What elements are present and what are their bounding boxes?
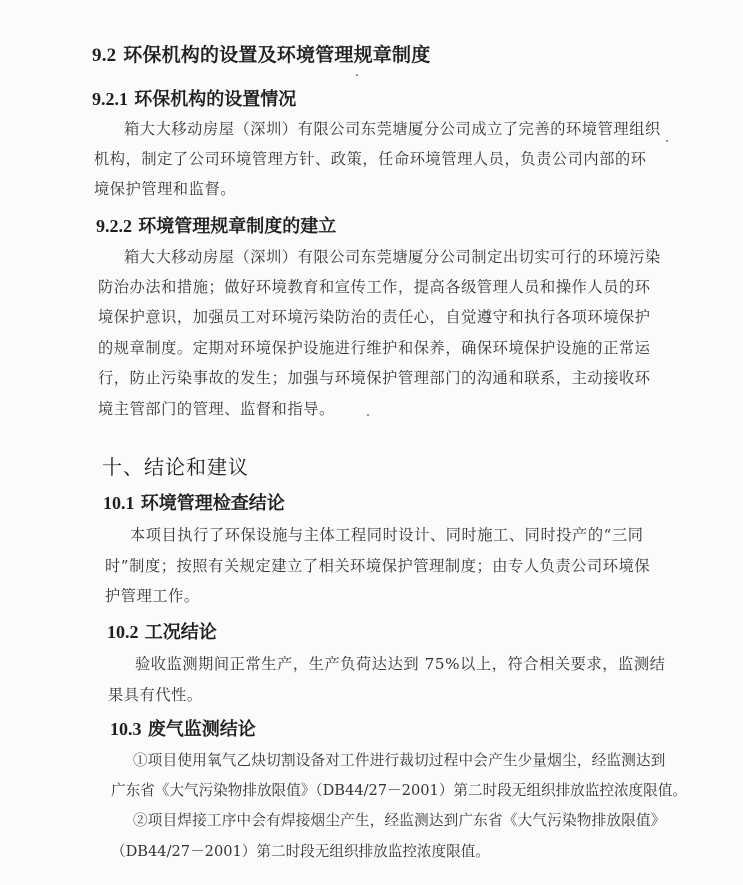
heading-text: 环保机构的设置及环境管理规章制度	[123, 44, 431, 66]
paragraph-line: ①项目使用氧气乙炔切割设备对工件进行裁切过程中会产生少量烟尘，经监测达到	[133, 752, 666, 769]
heading-number: 10.2	[107, 622, 139, 642]
heading-number: 9.2.1	[92, 89, 128, 109]
heading-number: 9.2.2	[96, 216, 132, 236]
paragraph-line: 境保护意识，加强员工对环境污染防治的责任心，自觉遵守和执行各项环境保护	[98, 308, 651, 326]
paragraph-line: 的规章制度。定期对环境保护设施进行维护和保养，确保环境保护设施的正常运	[98, 339, 651, 357]
section-heading-10-3	[110, 715, 256, 741]
paragraph-line: 箱大大移动房屋（深圳）有限公司东莞塘厦分公司成立了完善的环境管理组织	[124, 120, 661, 138]
section-heading-9-2-2	[96, 212, 336, 238]
heading-text: 废气监测结论	[147, 719, 256, 740]
scan-speck	[666, 140, 668, 142]
paragraph-line: 境保护管理和监督。	[94, 180, 237, 198]
section-heading-9-2-1	[92, 85, 296, 111]
scan-speck	[367, 414, 369, 416]
heading-text: 环境管理规章制度的建立	[138, 216, 337, 237]
heading-text: 环境管理检查结论	[140, 493, 285, 514]
paragraph-line: 箱大大移动房屋（深圳）有限公司东莞塘厦分公司制定出切实可行的环境污染	[124, 248, 661, 266]
heading-number: 9.2	[92, 45, 117, 66]
paragraph-line: 本项目执行了环保设施与主体工程同时设计、同时施工、同时投产的“三同	[130, 526, 644, 544]
chapter-heading-10: 十、结论和建议	[102, 455, 249, 479]
section-heading-10-1	[103, 489, 285, 515]
heading-text: 工况结论	[144, 622, 217, 643]
heading-number: 10.1	[103, 493, 135, 513]
paragraph-line: 机构，制定了公司环境管理方针、政策，任命环境管理人员，负责公司内部的环	[94, 150, 647, 168]
paragraph-line: 验收监测期间正常生产，生产负荷达达到 75%以上，符合相关要求，监测结	[135, 655, 666, 673]
section-heading-9-2	[92, 40, 430, 67]
paragraph-line: 行，防止污染事故的发生；加强与环境保护管理部门的沟通和联系，主动接收环	[98, 369, 651, 387]
paragraph-line: （DB44/27－2001）第二时段无组织排放监控浓度限值。	[111, 843, 490, 860]
paragraph-line: 防治办法和措施；做好环境教育和宣传工作，提高各级管理人员和操作人员的环	[98, 278, 651, 296]
paragraph-line: 时”制度；按照有关规定建立了相关环境保护管理制度；由专人负责公司环境保	[105, 557, 651, 575]
paragraph-line: 护管理工作。	[105, 587, 200, 605]
paragraph-line: 境主管部门的管理、监督和指导。	[98, 400, 335, 418]
paragraph-line: 果具有代性。	[108, 686, 203, 704]
paragraph-line: 广东省《大气污染物排放限值》（DB44/27－2001）第二时段无组织排放监控浓度限值。	[111, 782, 687, 799]
section-heading-10-2	[107, 618, 217, 644]
heading-text: 环保机构的设置情况	[134, 89, 297, 110]
paragraph-line: ②项目焊接工序中会有焊接烟尘产生，经监测达到广东省《大气污染物排放限值》	[133, 812, 666, 829]
heading-number: 10.3	[110, 719, 142, 739]
scan-speck	[356, 74, 358, 76]
